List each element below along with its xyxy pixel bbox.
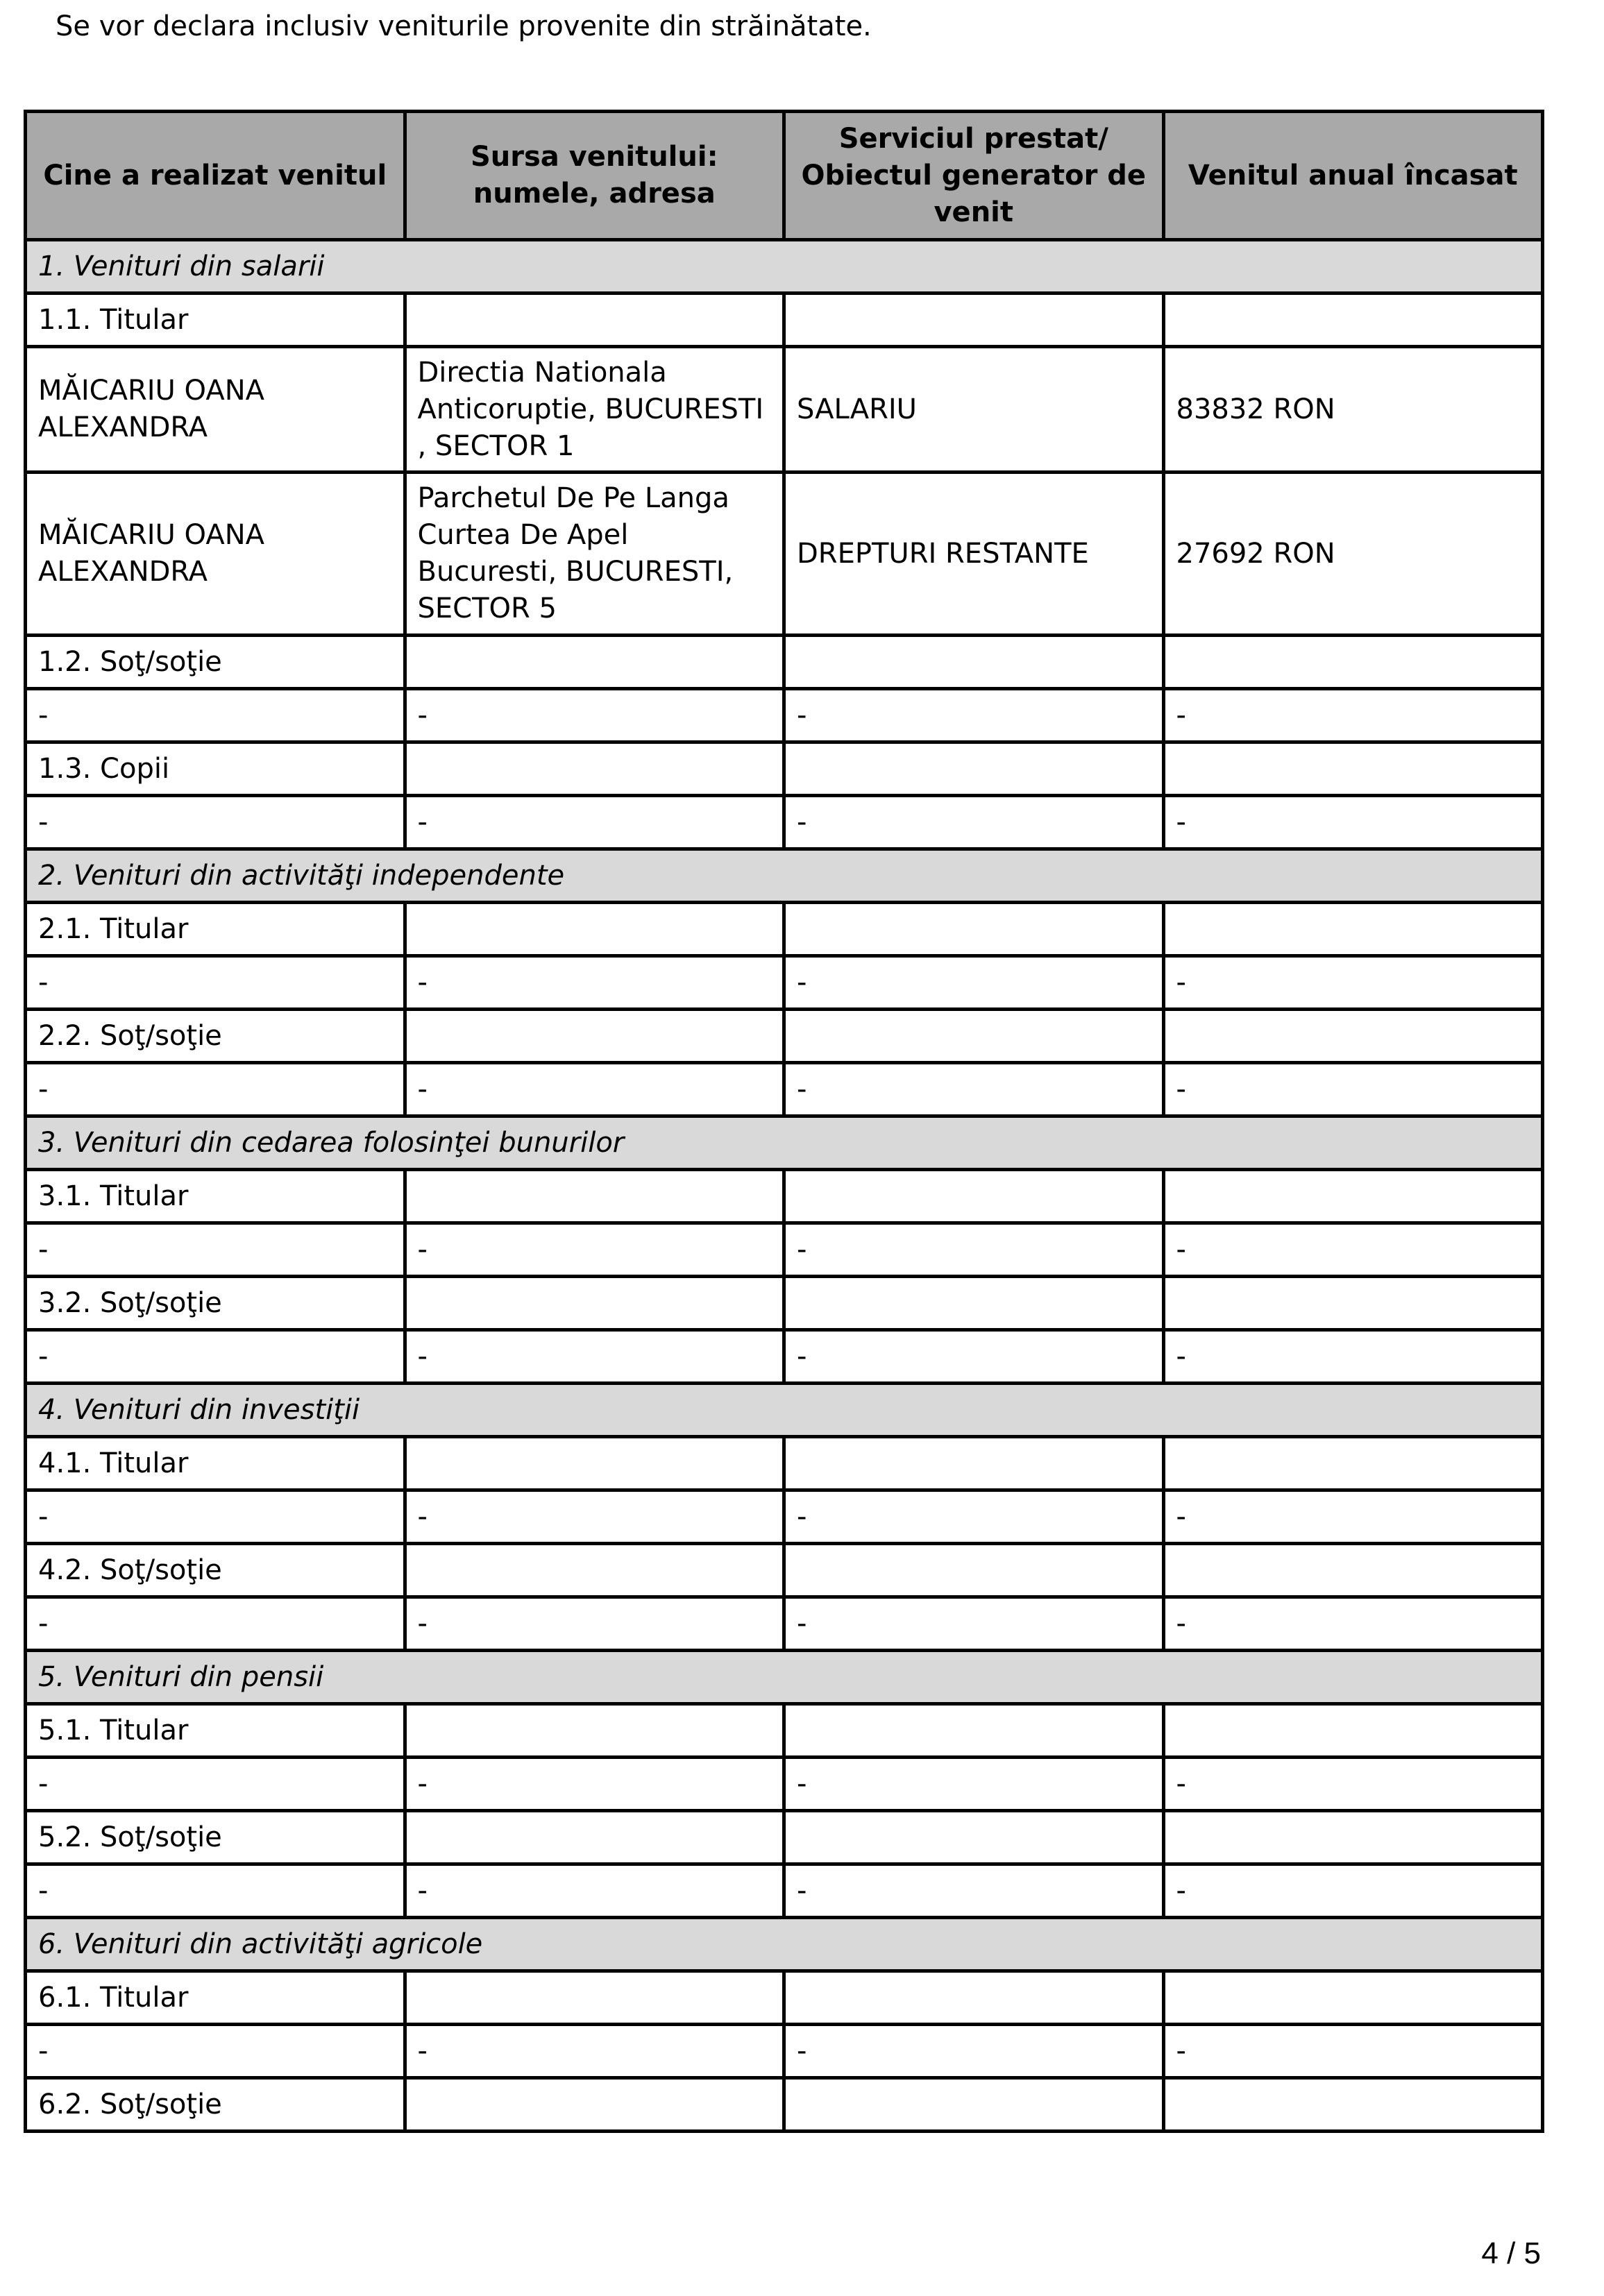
cell-source: - — [405, 2025, 784, 2078]
cell-source — [405, 742, 784, 796]
cell-service: - — [784, 1223, 1164, 1277]
table-row — [26, 636, 1543, 689]
cell-source: - — [405, 1330, 784, 1384]
intro-text: Se vor declara inclusiv veniturile provenite din străinătate. — [56, 10, 872, 42]
cell-annual-income — [1163, 1437, 1543, 1490]
table-row — [26, 1971, 1543, 2025]
cell-annual-income: - — [1163, 1597, 1543, 1651]
cell-who: 5.1. Titular — [26, 1704, 405, 1758]
cell-annual-income: - — [1163, 796, 1543, 849]
income-table-header — [26, 112, 1543, 240]
cell-service — [784, 1437, 1164, 1490]
cell-annual-income — [1163, 2078, 1543, 2132]
cell-who: - — [26, 1864, 405, 1918]
cell-service: DREPTURI RESTANTE — [784, 473, 1164, 636]
table-row — [26, 294, 1543, 347]
cell-service — [784, 1010, 1164, 1063]
cell-annual-income: 83832 RON — [1163, 347, 1543, 473]
section-title: 6. Venituri din activităţi agricole — [26, 1918, 1543, 1971]
cell-who: - — [26, 2025, 405, 2078]
table-row — [26, 1704, 1543, 1758]
section-row — [26, 1651, 1543, 1704]
cell-source — [405, 2078, 784, 2132]
cell-who: 4.2. Soţ/soţie — [26, 1544, 405, 1597]
cell-annual-income: - — [1163, 1758, 1543, 1811]
cell-who: 1.1. Titular — [26, 294, 405, 347]
cell-who: 2.2. Soţ/soţie — [26, 1010, 405, 1063]
cell-service — [784, 1811, 1164, 1864]
cell-service: SALARIU — [784, 347, 1164, 473]
section-row — [26, 849, 1543, 903]
cell-annual-income: - — [1163, 1864, 1543, 1918]
header-row — [26, 112, 1543, 240]
table-row — [26, 1010, 1543, 1063]
cell-who: - — [26, 1330, 405, 1384]
table-row — [26, 689, 1543, 742]
cell-annual-income — [1163, 1010, 1543, 1063]
section-row — [26, 240, 1543, 294]
cell-source — [405, 1971, 784, 2025]
cell-source — [405, 294, 784, 347]
cell-source: Parchetul De Pe Langa Curtea De Apel Bucuresti, BUCURESTI, SECTOR 5 — [405, 473, 784, 636]
cell-source — [405, 1277, 784, 1330]
table-row — [26, 1597, 1543, 1651]
cell-annual-income — [1163, 903, 1543, 956]
cell-source: - — [405, 956, 784, 1010]
cell-annual-income: - — [1163, 1063, 1543, 1116]
section-row — [26, 1918, 1543, 1971]
cell-annual-income — [1163, 742, 1543, 796]
cell-annual-income: - — [1163, 1223, 1543, 1277]
cell-annual-income — [1163, 1544, 1543, 1597]
cell-who: - — [26, 1490, 405, 1544]
cell-annual-income — [1163, 636, 1543, 689]
cell-service — [784, 294, 1164, 347]
column-header-source: Sursa venitului: numele, adresa — [405, 112, 784, 240]
cell-source: - — [405, 1597, 784, 1651]
table-row — [26, 473, 1543, 636]
cell-source: - — [405, 1063, 784, 1116]
cell-service — [784, 1170, 1164, 1223]
cell-service: - — [784, 796, 1164, 849]
cell-who: 1.3. Copii — [26, 742, 405, 796]
cell-service: - — [784, 689, 1164, 742]
cell-who: - — [26, 1597, 405, 1651]
cell-who: 1.2. Soţ/soţie — [26, 636, 405, 689]
cell-annual-income — [1163, 1704, 1543, 1758]
cell-annual-income: - — [1163, 689, 1543, 742]
table-row — [26, 1544, 1543, 1597]
cell-source: - — [405, 796, 784, 849]
table-row — [26, 1811, 1543, 1864]
cell-who: - — [26, 1758, 405, 1811]
table-row — [26, 1277, 1543, 1330]
table-row — [26, 1170, 1543, 1223]
cell-who: - — [26, 1063, 405, 1116]
income-table — [24, 110, 1544, 2133]
cell-service — [784, 1704, 1164, 1758]
cell-who: 6.1. Titular — [26, 1971, 405, 2025]
cell-service: - — [784, 1597, 1164, 1651]
cell-service — [784, 1971, 1164, 2025]
section-title: 4. Venituri din investiţii — [26, 1384, 1543, 1437]
cell-source — [405, 1170, 784, 1223]
cell-source: Directia Nationala Anticoruptie, BUCURESTI , SECTOR 1 — [405, 347, 784, 473]
cell-who: 2.1. Titular — [26, 903, 405, 956]
cell-source — [405, 1437, 784, 1490]
table-row — [26, 1063, 1543, 1116]
cell-who: 3.1. Titular — [26, 1170, 405, 1223]
page-number: 4 / 5 — [1481, 2236, 1541, 2270]
cell-source — [405, 636, 784, 689]
table-row — [26, 347, 1543, 473]
table-row — [26, 903, 1543, 956]
table-row — [26, 796, 1543, 849]
table-row — [26, 1330, 1543, 1384]
cell-annual-income — [1163, 1277, 1543, 1330]
cell-service: - — [784, 1330, 1164, 1384]
table-row — [26, 2078, 1543, 2132]
table-row — [26, 1437, 1543, 1490]
cell-service: - — [784, 1063, 1164, 1116]
cell-service — [784, 636, 1164, 689]
cell-service: - — [784, 2025, 1164, 2078]
cell-source — [405, 1704, 784, 1758]
cell-annual-income: - — [1163, 1490, 1543, 1544]
column-header-annual-income: Venitul anual încasat — [1163, 112, 1543, 240]
cell-source: - — [405, 1490, 784, 1544]
cell-service — [784, 1277, 1164, 1330]
cell-annual-income: - — [1163, 2025, 1543, 2078]
cell-who: - — [26, 796, 405, 849]
cell-source — [405, 1544, 784, 1597]
table-row — [26, 1490, 1543, 1544]
table-row — [26, 742, 1543, 796]
cell-who: 6.2. Soţ/soţie — [26, 2078, 405, 2132]
cell-annual-income — [1163, 1170, 1543, 1223]
cell-source — [405, 1811, 784, 1864]
cell-who: - — [26, 689, 405, 742]
cell-annual-income: 27692 RON — [1163, 473, 1543, 636]
cell-source: - — [405, 1864, 784, 1918]
cell-annual-income — [1163, 1811, 1543, 1864]
table-row — [26, 956, 1543, 1010]
section-row — [26, 1116, 1543, 1170]
table-row — [26, 1864, 1543, 1918]
cell-who: MĂICARIU OANA ALEXANDRA — [26, 347, 405, 473]
table-row — [26, 1223, 1543, 1277]
cell-service — [784, 2078, 1164, 2132]
cell-service: - — [784, 1864, 1164, 1918]
cell-source: - — [405, 1758, 784, 1811]
section-row — [26, 1384, 1543, 1437]
cell-service — [784, 742, 1164, 796]
column-header-who: Cine a realizat venitul — [26, 112, 405, 240]
column-header-service: Serviciul prestat/ Obiectul generator de venit — [784, 112, 1164, 240]
cell-service: - — [784, 956, 1164, 1010]
cell-service — [784, 1544, 1164, 1597]
cell-annual-income — [1163, 294, 1543, 347]
cell-service: - — [784, 1490, 1164, 1544]
section-title: 1. Venituri din salarii — [26, 240, 1543, 294]
cell-who: 5.2. Soţ/soţie — [26, 1811, 405, 1864]
cell-source: - — [405, 689, 784, 742]
cell-who: MĂICARIU OANA ALEXANDRA — [26, 473, 405, 636]
cell-service: - — [784, 1758, 1164, 1811]
cell-who: - — [26, 1223, 405, 1277]
cell-source: - — [405, 1223, 784, 1277]
table-row — [26, 2025, 1543, 2078]
cell-source — [405, 903, 784, 956]
income-table-body — [26, 240, 1543, 2132]
cell-annual-income: - — [1163, 956, 1543, 1010]
section-title: 2. Venituri din activităţi independente — [26, 849, 1543, 903]
cell-annual-income — [1163, 1971, 1543, 2025]
section-title: 5. Venituri din pensii — [26, 1651, 1543, 1704]
cell-service — [784, 903, 1164, 956]
table-row — [26, 1758, 1543, 1811]
cell-who: 4.1. Titular — [26, 1437, 405, 1490]
cell-who: 3.2. Soţ/soţie — [26, 1277, 405, 1330]
cell-source — [405, 1010, 784, 1063]
section-title: 3. Venituri din cedarea folosinţei bunurilor — [26, 1116, 1543, 1170]
cell-annual-income: - — [1163, 1330, 1543, 1384]
cell-who: - — [26, 956, 405, 1010]
